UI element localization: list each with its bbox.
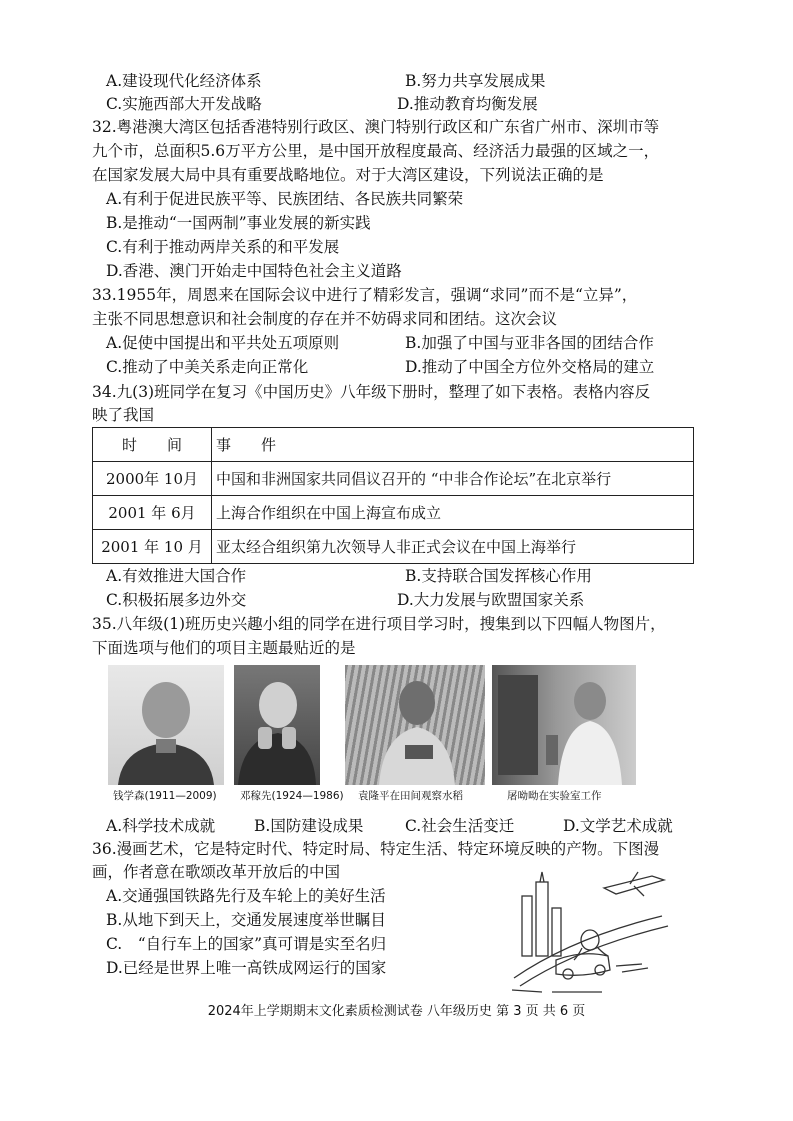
page-footer: 2024年上学期期末文化素质检测试卷 八年级历史 第 3 页 共 6 页 <box>207 1004 586 1019</box>
events-table <box>92 427 694 564</box>
transport-cartoon <box>512 868 674 996</box>
q36-option-a: A.交通强国铁路先行及车轮上的美好生活 <box>106 887 386 905</box>
q32-stem-line1: 32.粤港澳大湾区包括香港特别行政区、澳门特别行政区和广东省广州市、深圳市等 <box>92 118 660 136</box>
photo-caption-3: 袁隆平在田间观察水稻 <box>358 790 463 802</box>
photo-caption-1: 钱学森(1911—2009) <box>113 790 217 802</box>
q33-option-d: D.推动了中国全方位外交格局的建立 <box>405 358 655 376</box>
q31-option-d: D.推动教育均衡发展 <box>397 95 538 113</box>
q33-option-b: B.加强了中国与亚非各国的团结合作 <box>405 334 654 352</box>
q34-stem-line1: 34.九(3)班同学在复习《中国历史》八年级下册时，整理了如下表格。表格内容反 <box>92 383 651 401</box>
q35-option-b: B.国防建设成果 <box>254 817 364 835</box>
q34-stem-line2: 映了我国 <box>92 406 155 424</box>
table-header-time: 时 间 <box>93 428 212 462</box>
q35-option-c: C.社会生活变迁 <box>405 817 515 835</box>
photo-caption-4: 屠呦呦在实验室工作 <box>507 790 602 802</box>
table-header-row <box>93 428 694 462</box>
q36-option-c: C. “自行车上的国家”真可谓是实至名归 <box>106 935 387 953</box>
yuan-longping-photo <box>345 665 485 785</box>
q31-option-c: C.实施西部大开发战略 <box>106 95 262 113</box>
q33-stem-line2: 主张不同思想意识和社会制度的存在并不妨碍求同和团结。这次会议 <box>92 310 558 328</box>
table-cell-time: 2001 年 6月 <box>93 496 212 530</box>
q35-stem-line1: 35.八年级(1)班历史兴趣小组的同学在进行项目学习时，搜集到以下四幅人物图片， <box>92 615 666 633</box>
q35-option-d: D.文学艺术成就 <box>563 817 673 835</box>
table-cell-event: 亚太经合组织第九次领导人非正式会议在中国上海举行 <box>212 530 694 564</box>
qian-xuesen-photo <box>108 665 224 785</box>
photo-caption-2: 邓稼先(1924—1986) <box>240 790 344 802</box>
q32-option-c: C.有利于推动两岸关系的和平发展 <box>106 238 340 256</box>
tu-youyou-photo <box>492 665 636 785</box>
q34-option-a: A.有效推进大国合作 <box>106 567 247 585</box>
q36-stem-line2: 画，作者意在歌颂改革开放后的中国 <box>92 863 341 881</box>
q32-stem-line3: 在国家发展大局中具有重要战略地位。对于大湾区建设，下列说法正确的是 <box>92 166 604 184</box>
q34-option-d: D.大力发展与欧盟国家关系 <box>397 591 585 609</box>
q36-stem-line1: 36.漫画艺术，它是特定时代、特定时局、特定生活、特定环境反映的产物。下图漫 <box>92 840 660 858</box>
q33-option-c: C.推动了中美关系走向正常化 <box>106 358 309 376</box>
q31-option-b: B.努力共享发展成果 <box>405 72 546 90</box>
deng-jiaxian-photo <box>234 665 320 785</box>
table-cell-time: 2000年 10月 <box>93 462 212 496</box>
q35-stem-line2: 下面选项与他们的项目主题最贴近的是 <box>92 639 356 657</box>
table-cell-event: 上海合作组织在中国上海宣布成立 <box>212 496 694 530</box>
q34-option-c: C.积极拓展多边外交 <box>106 591 247 609</box>
q33-option-a: A.促使中国提出和平共处五项原则 <box>106 334 340 352</box>
q35-option-a: A.科学技术成就 <box>106 817 216 835</box>
table-header-event: 事 件 <box>212 428 694 462</box>
table-cell-time: 2001 年 10 月 <box>93 530 212 564</box>
q36-option-b: B.从地下到天上，交通发展速度举世瞩目 <box>106 911 386 929</box>
table-row <box>93 496 694 530</box>
table-row <box>93 530 694 564</box>
table-cell-event: 中国和非洲国家共同倡议召开的 “中非合作论坛”在北京举行 <box>212 462 694 496</box>
q32-option-d: D.香港、澳门开始走中国特色社会主义道路 <box>106 262 402 280</box>
q34-option-b: B.支持联合国发挥核心作用 <box>405 567 592 585</box>
q33-stem-line1: 33.1955年，周恩来在国际会议中进行了精彩发言，强调“求同”而不是“立异”， <box>92 286 638 304</box>
q32-stem-line2: 九个市，总面积5.6万平方公里，是中国开放程度最高、经济活力最强的区域之一， <box>92 142 660 160</box>
table-row <box>93 462 694 496</box>
q31-option-a: A.建设现代化经济体系 <box>106 72 262 90</box>
q32-option-b: B.是推动“一国两制”事业发展的新实践 <box>106 214 371 232</box>
q36-option-d: D.已经是世界上唯一高铁成网运行的国家 <box>106 959 387 977</box>
q32-option-a: A.有利于促进民族平等、民族团结、各民族共同繁荣 <box>106 190 464 208</box>
